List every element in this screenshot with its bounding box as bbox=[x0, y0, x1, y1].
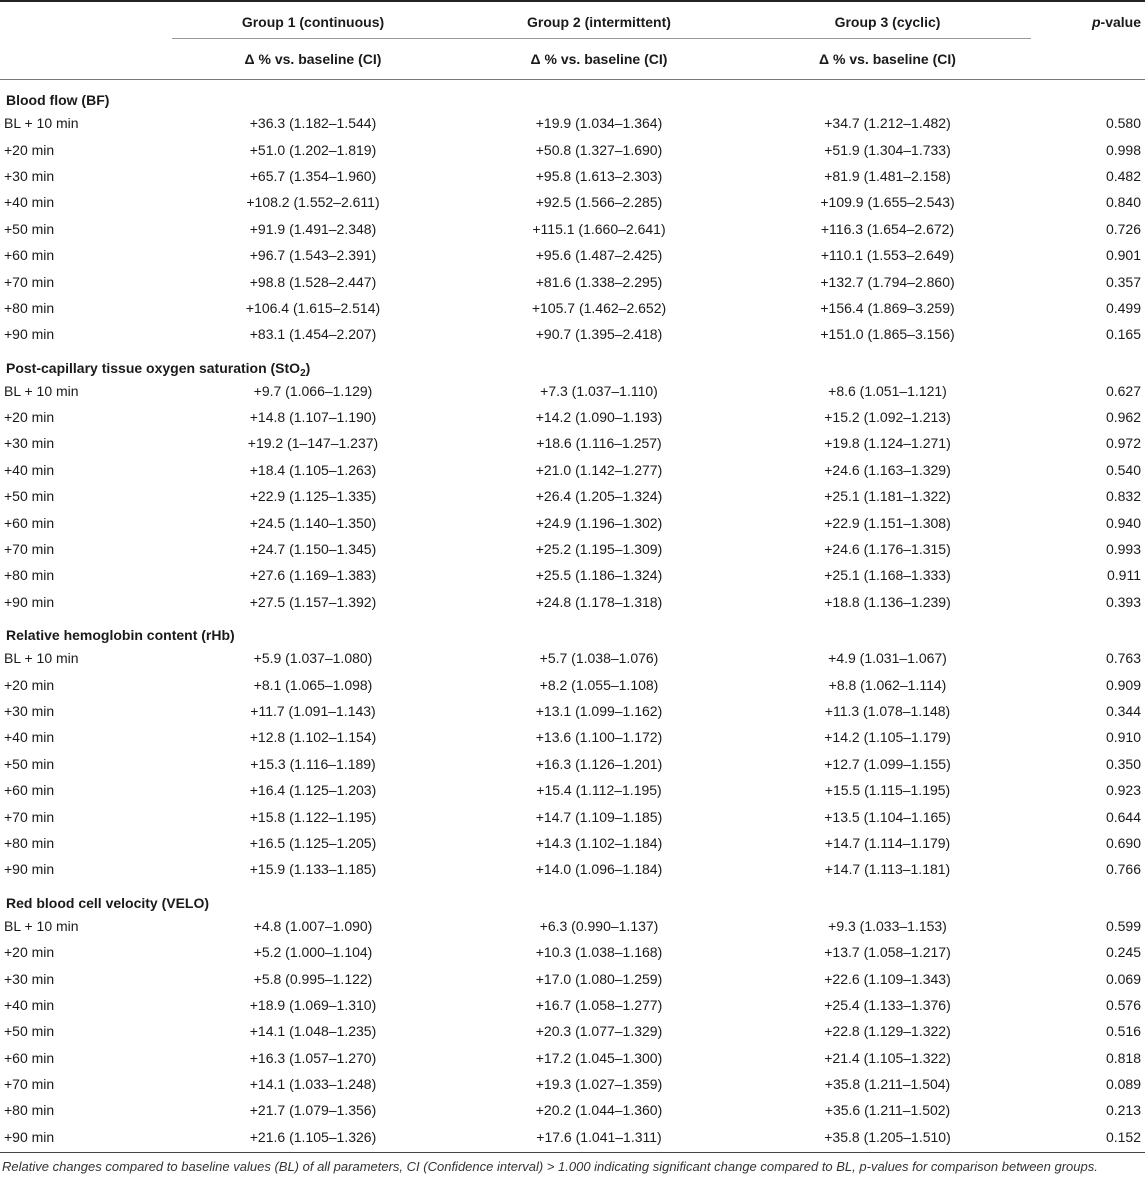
cell-group1: +21.7 (1.079–1.356) bbox=[249, 1102, 377, 1119]
row-label: +40 min bbox=[4, 194, 55, 211]
row-label: +90 min bbox=[4, 593, 55, 610]
section-title-text: Post-capillary tissue oxygen saturation (StO bbox=[6, 359, 301, 376]
cell-group3: +9.3 (1.033–1.153) bbox=[828, 917, 947, 934]
cell-group2: +95.6 (1.487–2.425) bbox=[535, 247, 663, 264]
cell-p-value: 0.909 bbox=[1105, 676, 1141, 693]
table-footnote: Relative changes compared to baseline values (BL) of all parameters, CI (Confidence interval) > 1.000 indicating significant change compared to BL, p-values for comparison between groups. bbox=[2, 1159, 1098, 1174]
cell-group3: +8.8 (1.062–1.114) bbox=[828, 676, 947, 693]
table-row bbox=[0, 430, 1145, 456]
row-label: +40 min bbox=[4, 996, 55, 1013]
header-group1: Group 1 (continuous) bbox=[241, 14, 385, 30]
table-row bbox=[0, 698, 1145, 724]
header-group2: Group 2 (intermittent) bbox=[527, 14, 671, 30]
cell-p-value: 0.766 bbox=[1105, 861, 1141, 878]
cell-p-value: 0.993 bbox=[1105, 541, 1141, 558]
cell-group1: +14.1 (1.048–1.235) bbox=[249, 1023, 377, 1040]
cell-group3: +25.1 (1.168–1.333) bbox=[824, 567, 951, 584]
table-row bbox=[0, 378, 1145, 404]
cell-group1: +4.8 (1.007–1.090) bbox=[253, 917, 373, 934]
cell-group3: +25.1 (1.181–1.322) bbox=[824, 488, 951, 505]
section-title-text: Red blood cell velocity (VELO) bbox=[6, 894, 210, 911]
cell-group2: +13.6 (1.100–1.172) bbox=[535, 729, 663, 746]
row-label: +50 min bbox=[4, 755, 55, 772]
header-sub-group2: Δ % vs. baseline (CI) bbox=[454, 39, 744, 80]
cell-group1: +16.4 (1.125–1.203) bbox=[249, 782, 377, 799]
cell-group2: +19.9 (1.034–1.364) bbox=[535, 115, 663, 132]
row-label: +90 min bbox=[4, 861, 55, 878]
table-row bbox=[0, 645, 1145, 671]
cell-p-value: 0.763 bbox=[1105, 650, 1141, 667]
cell-group1: +21.6 (1.105–1.326) bbox=[249, 1128, 377, 1145]
cell-p-value: 0.540 bbox=[1105, 461, 1141, 478]
results-table bbox=[0, 6, 1145, 1150]
cell-group1: +14.8 (1.107–1.190) bbox=[249, 409, 377, 426]
row-label: +60 min bbox=[4, 247, 55, 264]
cell-p-value: 0.962 bbox=[1105, 409, 1141, 426]
table-row bbox=[0, 110, 1145, 136]
table-row bbox=[0, 242, 1145, 268]
table-row bbox=[0, 562, 1145, 588]
cell-p-value: 0.576 bbox=[1105, 996, 1141, 1013]
cell-group1: +27.5 (1.157–1.392) bbox=[249, 593, 377, 610]
row-label: +20 min bbox=[4, 944, 55, 961]
cell-group3: +24.6 (1.163–1.329) bbox=[824, 461, 951, 478]
section-title bbox=[0, 80, 1145, 111]
cell-group2: +24.8 (1.178–1.318) bbox=[535, 593, 663, 610]
cell-group3: +21.4 (1.105–1.322) bbox=[824, 1049, 951, 1066]
cell-group3: +35.8 (1.211–1.504) bbox=[824, 1076, 951, 1093]
cell-group3: +24.6 (1.176–1.315) bbox=[824, 541, 951, 558]
cell-group1: +96.7 (1.543–2.391) bbox=[249, 247, 377, 264]
cell-group2: +105.7 (1.462–2.652) bbox=[531, 299, 667, 316]
cell-group3: +14.2 (1.105–1.179) bbox=[824, 729, 951, 746]
cell-group3: +13.7 (1.058–1.217) bbox=[824, 944, 951, 961]
header-p-suffix: -value bbox=[1100, 14, 1141, 31]
header-row-groups bbox=[0, 6, 1145, 39]
row-label: BL + 10 min bbox=[4, 115, 79, 132]
table-body bbox=[0, 80, 1145, 1151]
cell-group1: +15.9 (1.133–1.185) bbox=[249, 861, 377, 878]
table-row bbox=[0, 965, 1145, 991]
cell-p-value: 0.165 bbox=[1105, 326, 1141, 343]
cell-group2: +20.3 (1.077–1.329) bbox=[535, 1023, 663, 1040]
cell-p-value: 0.344 bbox=[1105, 703, 1141, 719]
section-title bbox=[0, 615, 1145, 645]
cell-group2: +14.2 (1.090–1.193) bbox=[535, 409, 663, 426]
cell-p-value: 0.910 bbox=[1105, 729, 1141, 746]
table-row bbox=[0, 803, 1145, 829]
cell-group1: +16.3 (1.057–1.270) bbox=[249, 1049, 377, 1066]
row-label: +50 min bbox=[4, 220, 55, 237]
cell-group1: +16.5 (1.125–1.205) bbox=[249, 834, 377, 851]
cell-group3: +12.7 (1.099–1.155) bbox=[824, 755, 951, 772]
cell-p-value: 0.213 bbox=[1105, 1102, 1141, 1119]
cell-p-value: 0.923 bbox=[1105, 782, 1141, 799]
cell-group1: +18.4 (1.105–1.263) bbox=[249, 461, 377, 478]
cell-group1: +24.5 (1.140–1.350) bbox=[249, 514, 377, 531]
cell-group1: +91.9 (1.491–2.348) bbox=[249, 220, 377, 237]
row-label: +40 min bbox=[4, 729, 55, 746]
section-title-subscript: 2 bbox=[300, 367, 306, 379]
cell-p-value: 0.357 bbox=[1105, 273, 1141, 290]
table-row bbox=[0, 777, 1145, 803]
table-row bbox=[0, 751, 1145, 777]
table-row bbox=[0, 189, 1145, 215]
cell-group3: +18.8 (1.136–1.239) bbox=[824, 593, 951, 610]
cell-group1: +36.3 (1.182–1.544) bbox=[249, 115, 377, 132]
cell-group2: +25.2 (1.195–1.309) bbox=[535, 541, 663, 558]
cell-group2: +8.2 (1.055–1.108) bbox=[539, 676, 659, 693]
cell-group3: +15.5 (1.115–1.195) bbox=[824, 782, 951, 799]
cell-p-value: 0.644 bbox=[1105, 808, 1141, 825]
cell-p-value: 0.152 bbox=[1105, 1128, 1141, 1145]
section-title-end: ) bbox=[305, 359, 311, 376]
cell-group1: +5.8 (0.995–1.122) bbox=[253, 970, 373, 987]
cell-group1: +108.2 (1.552–2.611) bbox=[246, 194, 380, 211]
header-row-sub bbox=[0, 39, 1145, 80]
table-row bbox=[0, 136, 1145, 162]
cell-group3: +14.7 (1.114–1.179) bbox=[824, 834, 951, 851]
row-label: +60 min bbox=[4, 782, 55, 799]
cell-p-value: 0.499 bbox=[1105, 299, 1141, 316]
cell-group3: +14.7 (1.113–1.181) bbox=[824, 861, 951, 878]
section-title bbox=[0, 883, 1145, 913]
cell-group2: +15.4 (1.112–1.195) bbox=[536, 782, 662, 799]
cell-p-value: 0.972 bbox=[1105, 435, 1141, 452]
cell-group3: +81.9 (1.481–2.158) bbox=[824, 167, 951, 184]
cell-group2: +16.7 (1.058–1.277) bbox=[535, 996, 663, 1013]
table-row bbox=[0, 913, 1145, 939]
cell-group2: +50.8 (1.327–1.690) bbox=[535, 141, 663, 158]
cell-group2: +14.7 (1.109–1.185) bbox=[535, 808, 663, 825]
cell-group2: +95.8 (1.613–2.303) bbox=[535, 167, 663, 184]
cell-group1: +65.7 (1.354–1.960) bbox=[249, 167, 377, 184]
row-label: +40 min bbox=[4, 461, 55, 478]
cell-group2: +10.3 (1.038–1.168) bbox=[535, 944, 663, 961]
cell-p-value: 0.482 bbox=[1105, 167, 1141, 184]
cell-group2: +16.3 (1.126–1.201) bbox=[535, 755, 663, 772]
row-label: +30 min bbox=[4, 435, 55, 452]
cell-group3: +19.8 (1.124–1.271) bbox=[824, 435, 951, 452]
table-row bbox=[0, 321, 1145, 347]
table-header bbox=[0, 6, 1145, 80]
cell-p-value: 0.690 bbox=[1105, 834, 1141, 851]
header-sub-group3: Δ % vs. baseline (CI) bbox=[744, 39, 1031, 80]
cell-p-value: 0.726 bbox=[1105, 220, 1141, 237]
cell-group1: +12.8 (1.102–1.154) bbox=[249, 729, 377, 746]
table-row bbox=[0, 1071, 1145, 1097]
header-p-value bbox=[1031, 6, 1145, 39]
table-row bbox=[0, 483, 1145, 509]
cell-group2: +115.1 (1.660–2.641) bbox=[532, 220, 666, 237]
cell-group1: +5.9 (1.037–1.080) bbox=[253, 650, 373, 667]
cell-group3: +116.3 (1.654–2.672) bbox=[820, 220, 955, 237]
row-label: +70 min bbox=[4, 808, 55, 825]
section-title-text: Relative hemoglobin content (rHb) bbox=[6, 627, 235, 644]
cell-group2: +17.6 (1.041–1.311) bbox=[536, 1128, 662, 1145]
cell-p-value: 0.832 bbox=[1105, 488, 1141, 505]
cell-group2: +81.6 (1.338–2.295) bbox=[535, 273, 663, 290]
cell-group2: +20.2 (1.044–1.360) bbox=[535, 1102, 663, 1119]
table-row bbox=[0, 856, 1145, 882]
cell-p-value: 0.840 bbox=[1105, 194, 1141, 211]
cell-group1: +18.9 (1.069–1.310) bbox=[249, 996, 377, 1013]
header-p-letter: p bbox=[1091, 14, 1101, 31]
header-blank bbox=[0, 6, 172, 39]
cell-group3: +13.5 (1.104–1.165) bbox=[824, 808, 951, 825]
row-label: +20 min bbox=[4, 409, 55, 426]
section-title-text: Blood flow (BF) bbox=[6, 92, 110, 108]
top-rule bbox=[0, 0, 1145, 2]
cell-group3: +35.8 (1.205–1.510) bbox=[824, 1128, 951, 1145]
cell-p-value: 0.911 bbox=[1107, 567, 1141, 584]
cell-p-value: 0.516 bbox=[1105, 1023, 1141, 1040]
cell-group3: +22.8 (1.129–1.322) bbox=[824, 1023, 951, 1040]
cell-group1: +15.8 (1.122–1.195) bbox=[249, 808, 377, 825]
cell-group3: +4.9 (1.031–1.067) bbox=[828, 650, 947, 667]
cell-group2: +24.9 (1.196–1.302) bbox=[535, 514, 663, 531]
row-label: +70 min bbox=[4, 541, 55, 558]
table-row bbox=[0, 724, 1145, 750]
cell-group3: +51.9 (1.304–1.733) bbox=[824, 141, 951, 158]
cell-group1: +8.1 (1.065–1.098) bbox=[253, 676, 373, 693]
row-label: +90 min bbox=[4, 326, 55, 343]
section-header-row bbox=[0, 80, 1145, 111]
cell-group3: +22.6 (1.109–1.343) bbox=[824, 970, 951, 987]
table-row bbox=[0, 295, 1145, 321]
row-label: +80 min bbox=[4, 1102, 55, 1119]
table-row bbox=[0, 457, 1145, 483]
cell-group3: +132.7 (1.794–2.860) bbox=[820, 273, 955, 290]
cell-group1: +5.2 (1.000–1.104) bbox=[253, 944, 373, 961]
row-label: +30 min bbox=[4, 970, 55, 987]
table-row bbox=[0, 1097, 1145, 1123]
row-label: +80 min bbox=[4, 299, 55, 316]
header-sub-blank bbox=[0, 39, 172, 80]
table-row bbox=[0, 830, 1145, 856]
cell-group2: +14.0 (1.096–1.184) bbox=[535, 861, 663, 878]
cell-group1: +98.8 (1.528–2.447) bbox=[249, 273, 377, 290]
row-label: BL + 10 min bbox=[4, 650, 79, 667]
cell-group1: +24.7 (1.150–1.345) bbox=[249, 541, 377, 558]
cell-group2: +92.5 (1.566–2.285) bbox=[535, 194, 663, 211]
cell-group2: +18.6 (1.116–1.257) bbox=[536, 435, 662, 452]
row-label: +20 min bbox=[4, 141, 55, 158]
cell-group2: +7.3 (1.037–1.110) bbox=[540, 382, 658, 399]
cell-group2: +14.3 (1.102–1.184) bbox=[535, 834, 663, 851]
section-header-row bbox=[0, 883, 1145, 913]
row-label: +60 min bbox=[4, 1049, 55, 1066]
row-label: +50 min bbox=[4, 488, 55, 505]
cell-group2: +17.2 (1.045–1.300) bbox=[535, 1049, 663, 1066]
section-header-row bbox=[0, 615, 1145, 645]
cell-p-value: 0.245 bbox=[1105, 944, 1141, 961]
cell-group3: +34.7 (1.212–1.482) bbox=[824, 115, 951, 132]
cell-group1: +14.1 (1.033–1.248) bbox=[249, 1076, 377, 1093]
cell-group1: +106.4 (1.615–2.514) bbox=[245, 299, 381, 316]
cell-group2: +21.0 (1.142–1.277) bbox=[535, 461, 663, 478]
table-row bbox=[0, 509, 1145, 535]
cell-p-value: 0.627 bbox=[1105, 382, 1141, 399]
row-label: BL + 10 min bbox=[4, 917, 79, 934]
cell-p-value: 0.901 bbox=[1105, 247, 1141, 264]
row-label: +30 min bbox=[4, 703, 55, 719]
section-title bbox=[0, 348, 1145, 378]
cell-group3: +8.6 (1.051–1.121) bbox=[828, 382, 947, 399]
cell-p-value: 0.599 bbox=[1105, 917, 1141, 934]
cell-group3: +22.9 (1.151–1.308) bbox=[824, 514, 951, 531]
cell-group3: +151.0 (1.865–3.156) bbox=[820, 326, 955, 343]
cell-group3: +110.1 (1.553–2.649) bbox=[820, 247, 955, 264]
table-row bbox=[0, 671, 1145, 697]
cell-p-value: 0.089 bbox=[1105, 1076, 1141, 1093]
row-label: +20 min bbox=[4, 676, 55, 693]
table-row bbox=[0, 589, 1145, 615]
row-label: +90 min bbox=[4, 1128, 55, 1145]
table-row bbox=[0, 939, 1145, 965]
cell-group2: +13.1 (1.099–1.162) bbox=[535, 703, 663, 719]
row-label: +60 min bbox=[4, 514, 55, 531]
cell-group2: +25.5 (1.186–1.324) bbox=[535, 567, 663, 584]
section-header-row bbox=[0, 348, 1145, 378]
header-sub-group1: Δ % vs. baseline (CI) bbox=[172, 39, 454, 80]
table-row bbox=[0, 992, 1145, 1018]
cell-group3: +109.9 (1.655–2.543) bbox=[820, 194, 955, 211]
row-label: +80 min bbox=[4, 567, 55, 584]
row-label: +50 min bbox=[4, 1023, 55, 1040]
cell-group2: +90.7 (1.395–2.418) bbox=[535, 326, 663, 343]
cell-p-value: 0.580 bbox=[1105, 115, 1141, 132]
cell-p-value: 0.393 bbox=[1105, 593, 1141, 610]
table-row bbox=[0, 1018, 1145, 1044]
bottom-rule bbox=[0, 1152, 1145, 1153]
cell-group3: +156.4 (1.869–3.259) bbox=[820, 299, 955, 316]
row-label: +70 min bbox=[4, 1076, 55, 1093]
cell-p-value: 0.940 bbox=[1105, 514, 1141, 531]
table-row bbox=[0, 268, 1145, 294]
cell-p-value: 0.350 bbox=[1105, 755, 1141, 772]
cell-group3: +11.3 (1.078–1.148) bbox=[824, 703, 951, 719]
cell-p-value: 0.818 bbox=[1105, 1049, 1141, 1066]
cell-group1: +22.9 (1.125–1.335) bbox=[249, 488, 377, 505]
cell-group1: +83.1 (1.454–2.207) bbox=[249, 326, 377, 343]
table-row bbox=[0, 1045, 1145, 1071]
table-row bbox=[0, 404, 1145, 430]
header-group3: Group 3 (cyclic) bbox=[834, 14, 941, 30]
row-label: +70 min bbox=[4, 273, 55, 290]
table-row bbox=[0, 216, 1145, 242]
cell-group2: +26.4 (1.205–1.324) bbox=[535, 488, 663, 505]
cell-group3: +25.4 (1.133–1.376) bbox=[824, 996, 951, 1013]
cell-group1: +9.7 (1.066–1.129) bbox=[253, 382, 373, 399]
cell-group1: +15.3 (1.116–1.189) bbox=[250, 755, 376, 772]
cell-group2: +19.3 (1.027–1.359) bbox=[535, 1076, 663, 1093]
cell-p-value: 0.069 bbox=[1105, 970, 1141, 987]
cell-group2: +5.7 (1.038–1.076) bbox=[539, 650, 659, 667]
table-row bbox=[0, 536, 1145, 562]
row-label: +80 min bbox=[4, 834, 55, 851]
header-sub-blank-p bbox=[1031, 39, 1145, 80]
cell-group1: +51.0 (1.202–1.819) bbox=[249, 141, 377, 158]
cell-group1: +19.2 (1–147–1.237) bbox=[247, 435, 379, 452]
cell-group2: +6.3 (0.990–1.137) bbox=[539, 917, 659, 934]
cell-group3: +35.6 (1.211–1.502) bbox=[824, 1102, 951, 1119]
table-row bbox=[0, 1124, 1145, 1150]
row-label: +30 min bbox=[4, 167, 55, 184]
cell-group3: +15.2 (1.092–1.213) bbox=[824, 409, 951, 426]
cell-group1: +27.6 (1.169–1.383) bbox=[249, 567, 377, 584]
table-row bbox=[0, 163, 1145, 189]
cell-p-value: 0.998 bbox=[1105, 141, 1141, 158]
cell-group2: +17.0 (1.080–1.259) bbox=[535, 970, 663, 987]
cell-group1: +11.7 (1.091–1.143) bbox=[250, 703, 376, 719]
row-label: BL + 10 min bbox=[4, 382, 79, 399]
